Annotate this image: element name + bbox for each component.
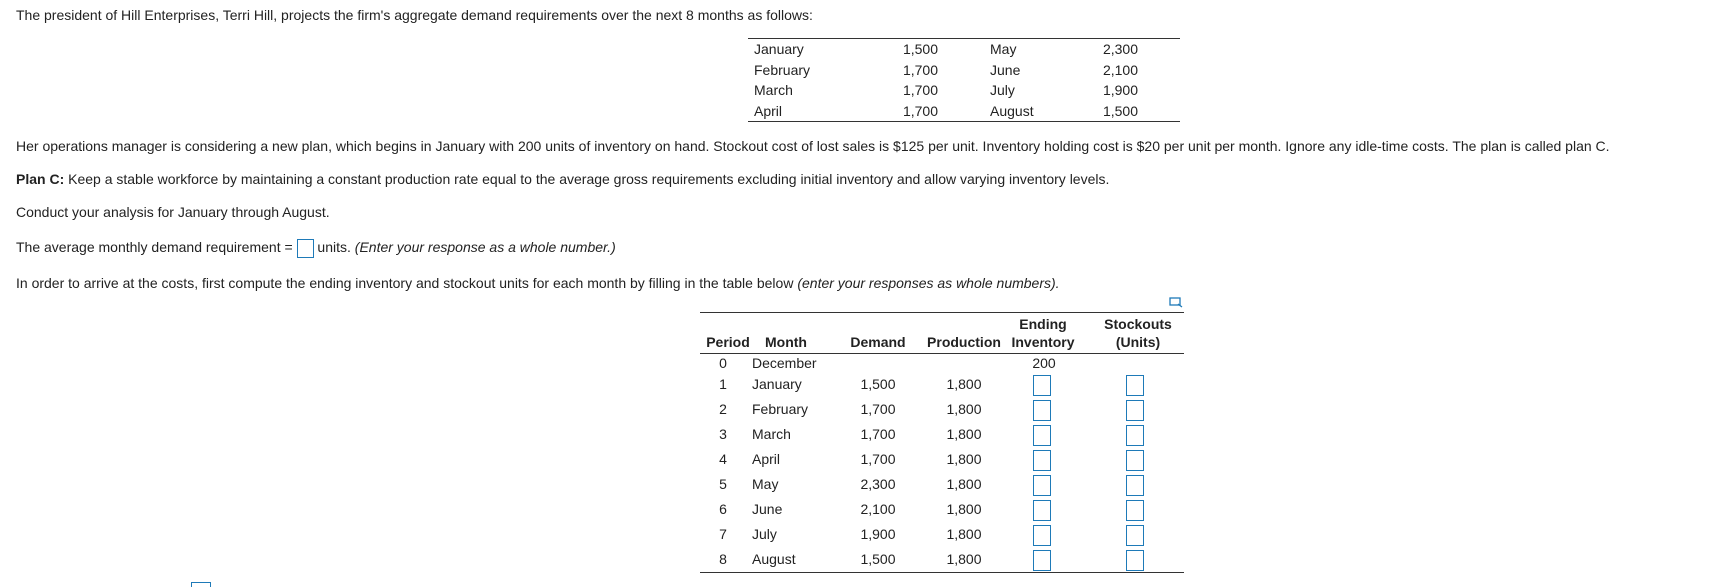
stockouts-input[interactable]: [1126, 500, 1144, 521]
row-period: 2: [719, 401, 727, 417]
header-ending-1: Ending: [1019, 316, 1067, 332]
plan-description: Her operations manager is considering a new plan, which begins in January with 200 units of inventory on hand. Stockout cost of lost sales is $125 per unit. Inventory holding cost is $20 per unit per month. Ignore any idle-time costs. The plan is called plan C.: [16, 138, 1610, 154]
row-month: June: [752, 501, 783, 517]
plan-c-text: Keep a stable workforce by maintaining a constant production rate equal to the average gross requirements excluding initial inventory and allow varying inventory levels.: [64, 171, 1110, 187]
demand-value: 2,300: [1102, 41, 1138, 58]
average-demand-question: [16, 238, 616, 258]
row-demand: 1,900: [860, 526, 896, 542]
month-label: June: [990, 61, 1021, 78]
demand-value: 2,100: [1102, 61, 1138, 78]
table-row: [700, 547, 1184, 572]
month-label: February: [754, 61, 811, 78]
ending-inventory-input[interactable]: [1033, 400, 1051, 421]
row-demand: 1,700: [860, 451, 896, 467]
ending-inventory-input[interactable]: [1033, 450, 1051, 471]
month-label: May: [990, 41, 1017, 58]
demand-row: [748, 39, 1180, 60]
row-period: 3: [719, 426, 727, 442]
row-period: 7: [719, 526, 727, 542]
table-row: [700, 472, 1184, 497]
month-label: March: [754, 82, 793, 99]
month-label: April: [754, 102, 783, 119]
row-demand: 1,500: [860, 551, 896, 567]
table-instruction: [16, 274, 1060, 292]
row-demand: 2,100: [860, 501, 896, 517]
header-period: Period: [706, 334, 750, 350]
stockouts-input[interactable]: [1126, 400, 1144, 421]
header-stockouts-1: Stockouts: [1104, 316, 1172, 332]
ending-inventory-input[interactable]: [1033, 525, 1051, 546]
ending-inventory-input[interactable]: [1033, 425, 1051, 446]
row-production: 1,800: [946, 451, 982, 467]
ending-inventory-input[interactable]: [1033, 550, 1051, 571]
row-month: May: [752, 476, 779, 492]
header-ending-2: Inventory: [1011, 334, 1075, 350]
plan-c-label: Plan C:: [16, 171, 65, 187]
row-month: December: [752, 355, 817, 371]
row-period: 1: [719, 376, 727, 392]
table-row-initial: [700, 354, 1184, 372]
table-row: [700, 447, 1184, 472]
row-period: 0: [719, 355, 727, 371]
row-production: 1,800: [946, 376, 982, 392]
table-instruction-hint: (enter your responses as whole numbers).: [797, 275, 1060, 291]
demand-value: 1,500: [902, 41, 938, 58]
stockouts-input[interactable]: [1126, 450, 1144, 471]
row-demand: 1,700: [860, 426, 896, 442]
row-month: April: [752, 451, 781, 467]
month-label: August: [990, 102, 1034, 119]
table-row: [700, 397, 1184, 422]
demand-value: 1,500: [1102, 102, 1138, 119]
header-production: Production: [927, 334, 1001, 350]
table-instruction-text: In order to arrive at the costs, first compute the ending inventory and stockout units for each month by filling in the table below: [16, 275, 798, 291]
demand-row: [748, 101, 1180, 122]
row-production: 1,800: [946, 526, 982, 542]
ending-inventory-input[interactable]: [1033, 375, 1051, 396]
header-month: Month: [765, 334, 807, 350]
header-stockouts-2: (Units): [1115, 334, 1161, 350]
stockouts-input[interactable]: [1126, 475, 1144, 496]
table-row: [700, 422, 1184, 447]
demand-value: 1,700: [902, 61, 938, 78]
row-period: 4: [719, 451, 727, 467]
demand-row: [748, 80, 1180, 101]
plan-c-definition: [16, 170, 1109, 188]
stockouts-input[interactable]: [1126, 525, 1144, 546]
demand-row: [748, 60, 1180, 81]
row-production: 1,800: [946, 551, 982, 567]
row-demand: 1,500: [860, 376, 896, 392]
stockouts-input[interactable]: [1126, 425, 1144, 446]
row-demand: 1,700: [860, 401, 896, 417]
row-month: August: [752, 551, 796, 567]
row-period: 6: [719, 501, 727, 517]
average-demand-input[interactable]: [297, 239, 314, 258]
average-demand-prefix: The average monthly demand requirement =: [16, 239, 297, 255]
row-month: July: [752, 526, 777, 542]
row-production: 1,800: [946, 401, 982, 417]
ending-inventory-input[interactable]: [1033, 475, 1051, 496]
average-demand-hint: (Enter your response as a whole number.): [354, 239, 616, 255]
row-production: 1,800: [946, 476, 982, 492]
demand-value: 1,900: [1102, 82, 1138, 99]
plan-table-header: [700, 313, 1184, 354]
edit-table-icon[interactable]: [1169, 296, 1183, 308]
month-label: July: [990, 82, 1015, 99]
demand-table: [748, 38, 1180, 122]
table-row: [700, 497, 1184, 522]
row-production: 1,800: [946, 501, 982, 517]
row-period: 8: [719, 551, 727, 567]
initial-inventory: 200: [1032, 355, 1056, 371]
row-month: January: [752, 376, 802, 392]
table-row: [700, 372, 1184, 397]
ending-inventory-input[interactable]: [1033, 500, 1051, 521]
month-label: January: [754, 41, 804, 58]
demand-value: 1,700: [902, 82, 938, 99]
stockouts-input[interactable]: [1126, 550, 1144, 571]
header-demand: Demand: [850, 334, 906, 350]
row-month: March: [752, 426, 791, 442]
average-demand-suffix: units.: [313, 239, 355, 255]
table-row: [700, 522, 1184, 547]
row-period: 5: [719, 476, 727, 492]
demand-value: 1,700: [902, 102, 938, 119]
analysis-instruction: Conduct your analysis for January through August.: [16, 204, 330, 220]
row-demand: 2,300: [860, 476, 896, 492]
plan-table: [700, 312, 1184, 573]
row-production: 1,800: [946, 426, 982, 442]
row-month: February: [752, 401, 809, 417]
intro-text: The president of Hill Enterprises, Terri Hill, projects the firm's aggregate demand requirements over the next 8 months as follows:: [16, 7, 813, 23]
stockouts-input[interactable]: [1126, 375, 1144, 396]
